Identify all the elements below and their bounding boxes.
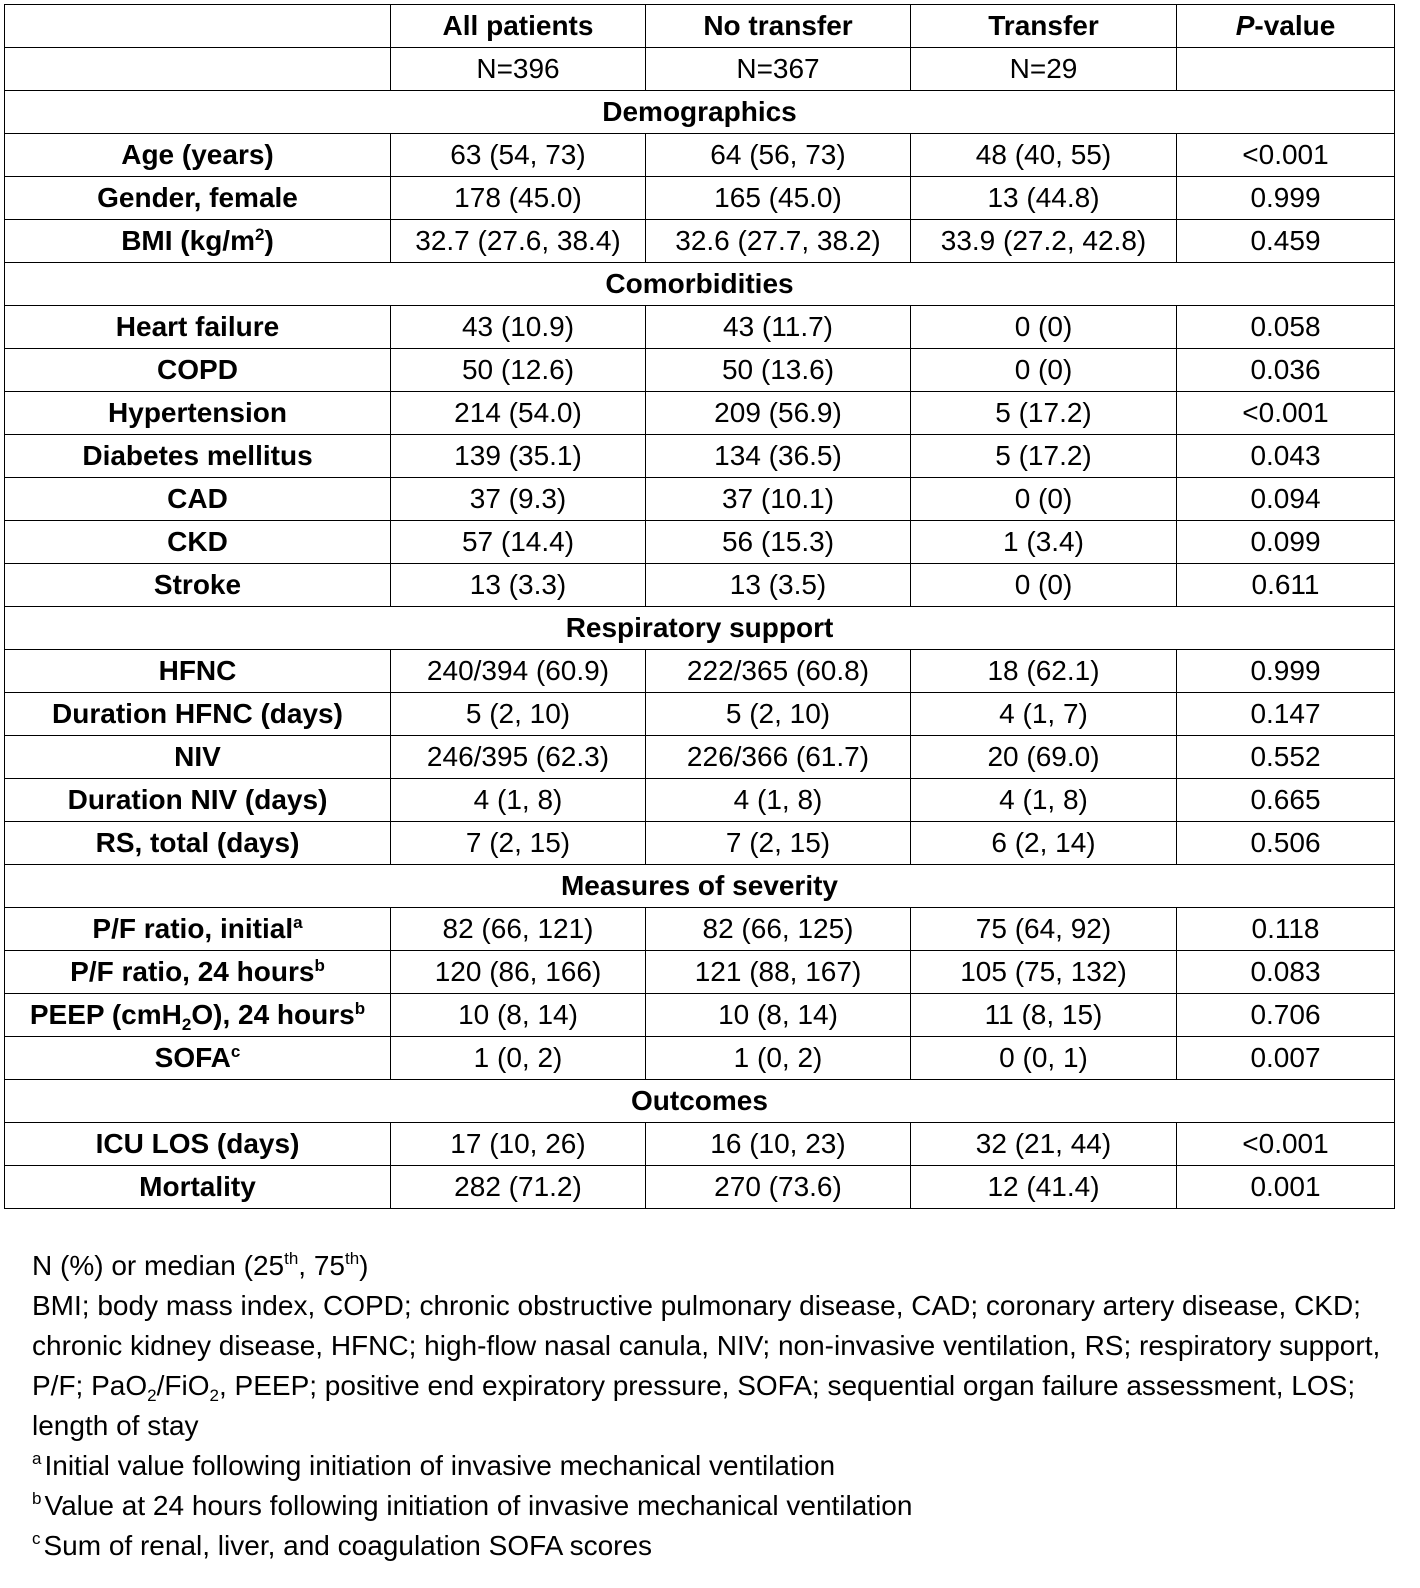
cell-transfer: 0 (0) (911, 349, 1177, 392)
table-row (5, 435, 1395, 478)
footnote-mark: b (32, 1489, 42, 1508)
table-row (5, 951, 1395, 994)
cell-no-transfer: 82 (66, 125) (646, 908, 911, 951)
table-row (5, 693, 1395, 736)
row-label-part: P/F ratio, initial (92, 913, 294, 944)
table-row (5, 1037, 1395, 1080)
cell-no-transfer: 10 (8, 14) (646, 994, 911, 1037)
cell-no-transfer: 4 (1, 8) (646, 779, 911, 822)
cell-all-patients: 4 (1, 8) (391, 779, 646, 822)
table-row (5, 736, 1395, 779)
section-header-row (5, 1080, 1395, 1123)
cell-all-patients: 214 (54.0) (391, 392, 646, 435)
cell-no-transfer: 270 (73.6) (646, 1166, 911, 1209)
cell-all-patients: 5 (2, 10) (391, 693, 646, 736)
table-row (5, 564, 1395, 607)
footnote-mark: a (32, 1449, 42, 1468)
n-blank (5, 48, 391, 91)
footnote-b (32, 1486, 1402, 1526)
row-label-part: 2 (181, 1015, 192, 1034)
row-label-part: 2 (254, 225, 265, 244)
cell-p-value: 0.706 (1177, 994, 1395, 1037)
row-label (5, 220, 391, 263)
table-row (5, 306, 1395, 349)
section-title: Comorbidities (5, 263, 1395, 306)
cell-transfer: 48 (40, 55) (911, 134, 1177, 177)
row-label: Age (years) (5, 134, 391, 177)
row-label-part: O), 24 hours (191, 999, 355, 1030)
section-title: Measures of severity (5, 865, 1395, 908)
cell-transfer: 20 (69.0) (911, 736, 1177, 779)
cell-p-value: 0.506 (1177, 822, 1395, 865)
cell-no-transfer: 1 (0, 2) (646, 1037, 911, 1080)
footnote-c (32, 1526, 1402, 1566)
section-title: Demographics (5, 91, 1395, 134)
row-label (5, 994, 391, 1037)
table-row (5, 521, 1395, 564)
notes-sup: th (284, 1249, 299, 1268)
row-label: Duration NIV (days) (5, 779, 391, 822)
cell-no-transfer: 56 (15.3) (646, 521, 911, 564)
cell-transfer: 5 (17.2) (911, 392, 1177, 435)
cell-all-patients: 32.7 (27.6, 38.4) (391, 220, 646, 263)
row-label-part: ) (264, 225, 274, 256)
cell-transfer: 33.9 (27.2, 42.8) (911, 220, 1177, 263)
cell-all-patients: 139 (35.1) (391, 435, 646, 478)
cell-no-transfer: 209 (56.9) (646, 392, 911, 435)
header-row (5, 5, 1395, 48)
table-row (5, 650, 1395, 693)
notes-text: , 75 (298, 1250, 345, 1281)
cell-all-patients: 282 (71.2) (391, 1166, 646, 1209)
table-row (5, 994, 1395, 1037)
section-header-row (5, 263, 1395, 306)
cell-transfer: 6 (2, 14) (911, 822, 1177, 865)
notes-sub: 2 (147, 1386, 157, 1405)
row-label-part: BMI (kg/m (121, 225, 255, 256)
table-row (5, 1123, 1395, 1166)
cell-all-patients: 7 (2, 15) (391, 822, 646, 865)
table-row (5, 822, 1395, 865)
table-body (5, 5, 1395, 1209)
cell-transfer: 0 (0) (911, 478, 1177, 521)
cell-no-transfer: 226/366 (61.7) (646, 736, 911, 779)
cell-all-patients: 246/395 (62.3) (391, 736, 646, 779)
notes-text: BMI; body mass index, COPD; chronic obstructive pulmonary disease, CAD; coronary artery disease, CKD; chronic kidney disease, HFNC; high-flow nasal canula, NIV; non-invasive ventilation, RS; respiratory support, P/F; PaO (32, 1290, 1381, 1401)
notes-abbreviations (32, 1286, 1402, 1446)
row-label: Hypertension (5, 392, 391, 435)
n-row (5, 48, 1395, 91)
notes-sup: th (344, 1249, 360, 1268)
n-all-patients: N=396 (391, 48, 646, 91)
row-label: NIV (5, 736, 391, 779)
cell-all-patients: 82 (66, 121) (391, 908, 646, 951)
cell-all-patients: 10 (8, 14) (391, 994, 646, 1037)
row-label: ICU LOS (days) (5, 1123, 391, 1166)
n-p-blank (1177, 48, 1395, 91)
notes-sub: 2 (209, 1386, 219, 1405)
row-label: RS, total (days) (5, 822, 391, 865)
cell-transfer: 0 (0) (911, 306, 1177, 349)
notes-text: /FiO (156, 1370, 210, 1401)
row-label: Duration HFNC (days) (5, 693, 391, 736)
cell-all-patients: 120 (86, 166) (391, 951, 646, 994)
cell-p-value: 0.043 (1177, 435, 1395, 478)
cell-all-patients: 57 (14.4) (391, 521, 646, 564)
cell-all-patients: 13 (3.3) (391, 564, 646, 607)
cell-no-transfer: 222/365 (60.8) (646, 650, 911, 693)
cell-no-transfer: 37 (10.1) (646, 478, 911, 521)
cell-no-transfer: 165 (45.0) (646, 177, 911, 220)
cell-p-value: 0.665 (1177, 779, 1395, 822)
patient-characteristics-table (4, 4, 1395, 1209)
row-label-part: b (314, 956, 325, 975)
row-label (5, 908, 391, 951)
p-rest: -value (1254, 10, 1336, 41)
cell-p-value: 0.099 (1177, 521, 1395, 564)
cell-p-value: <0.001 (1177, 392, 1395, 435)
cell-transfer: 11 (8, 15) (911, 994, 1177, 1037)
p-italic: P (1235, 10, 1255, 41)
cell-transfer: 1 (3.4) (911, 521, 1177, 564)
row-label-part: a (293, 913, 303, 932)
cell-transfer: 0 (0, 1) (911, 1037, 1177, 1080)
cell-transfer: 32 (21, 44) (911, 1123, 1177, 1166)
table-row (5, 478, 1395, 521)
cell-no-transfer: 43 (11.7) (646, 306, 911, 349)
n-no-transfer: N=367 (646, 48, 911, 91)
section-header-row (5, 607, 1395, 650)
cell-p-value: 0.552 (1177, 736, 1395, 779)
table-row (5, 177, 1395, 220)
cell-p-value: <0.001 (1177, 134, 1395, 177)
row-label-part: b (354, 999, 366, 1018)
footnote-mark: c (32, 1529, 41, 1548)
row-label: Heart failure (5, 306, 391, 349)
row-label: Gender, female (5, 177, 391, 220)
cell-transfer: 4 (1, 7) (911, 693, 1177, 736)
cell-p-value: 0.999 (1177, 177, 1395, 220)
table-row (5, 349, 1395, 392)
cell-no-transfer: 13 (3.5) (646, 564, 911, 607)
cell-transfer: 105 (75, 132) (911, 951, 1177, 994)
row-label: Stroke (5, 564, 391, 607)
cell-p-value: 0.118 (1177, 908, 1395, 951)
row-label: COPD (5, 349, 391, 392)
footnote-text: Value at 24 hours following initiation of invasive mechanical ventilation (44, 1490, 913, 1521)
notes-summary-line (32, 1246, 1402, 1286)
table-row (5, 779, 1395, 822)
header-all-patients: All patients (391, 5, 646, 48)
cell-p-value: 0.611 (1177, 564, 1395, 607)
cell-no-transfer: 16 (10, 23) (646, 1123, 911, 1166)
cell-no-transfer: 121 (88, 167) (646, 951, 911, 994)
cell-p-value: 0.999 (1177, 650, 1395, 693)
header-transfer: Transfer (911, 5, 1177, 48)
cell-p-value: 0.459 (1177, 220, 1395, 263)
row-label: Diabetes mellitus (5, 435, 391, 478)
cell-transfer: 13 (44.8) (911, 177, 1177, 220)
notes-text: N (%) or median (25 (32, 1250, 285, 1281)
table-row (5, 392, 1395, 435)
row-label-part: c (230, 1042, 241, 1061)
table-row (5, 1166, 1395, 1209)
section-title: Outcomes (5, 1080, 1395, 1123)
cell-p-value: 0.036 (1177, 349, 1395, 392)
cell-transfer: 5 (17.2) (911, 435, 1177, 478)
header-blank (5, 5, 391, 48)
cell-p-value: 0.058 (1177, 306, 1395, 349)
row-label: CAD (5, 478, 391, 521)
cell-transfer: 18 (62.1) (911, 650, 1177, 693)
cell-transfer: 0 (0) (911, 564, 1177, 607)
table-row (5, 220, 1395, 263)
row-label: Mortality (5, 1166, 391, 1209)
row-label-part: PEEP (cmH (29, 999, 182, 1030)
cell-all-patients: 1 (0, 2) (391, 1037, 646, 1080)
notes-text: , PEEP; positive end expiratory pressure, SOFA; sequential organ failure assessment, LOS; length of stay (32, 1370, 1356, 1441)
cell-no-transfer: 134 (36.5) (646, 435, 911, 478)
cell-p-value: 0.147 (1177, 693, 1395, 736)
cell-all-patients: 43 (10.9) (391, 306, 646, 349)
cell-p-value: 0.094 (1177, 478, 1395, 521)
cell-all-patients: 17 (10, 26) (391, 1123, 646, 1166)
section-header-row (5, 865, 1395, 908)
cell-p-value: <0.001 (1177, 1123, 1395, 1166)
table-notes (32, 1246, 1402, 1566)
cell-all-patients: 37 (9.3) (391, 478, 646, 521)
footnote-a (32, 1446, 1402, 1486)
row-label (5, 1037, 391, 1080)
n-transfer: N=29 (911, 48, 1177, 91)
table-row (5, 134, 1395, 177)
cell-no-transfer: 50 (13.6) (646, 349, 911, 392)
cell-p-value: 0.083 (1177, 951, 1395, 994)
section-header-row (5, 91, 1395, 134)
cell-no-transfer: 7 (2, 15) (646, 822, 911, 865)
row-label-part: SOFA (154, 1042, 231, 1073)
row-label (5, 951, 391, 994)
footnote-text: Initial value following initiation of invasive mechanical ventilation (44, 1450, 836, 1481)
header-no-transfer: No transfer (646, 5, 911, 48)
cell-p-value: 0.007 (1177, 1037, 1395, 1080)
cell-p-value: 0.001 (1177, 1166, 1395, 1209)
header-p-value (1177, 5, 1395, 48)
footnote-text: Sum of renal, liver, and coagulation SOFA scores (43, 1530, 653, 1561)
cell-all-patients: 50 (12.6) (391, 349, 646, 392)
row-label-part: P/F ratio, 24 hours (70, 956, 315, 987)
cell-all-patients: 178 (45.0) (391, 177, 646, 220)
cell-all-patients: 240/394 (60.9) (391, 650, 646, 693)
row-label: HFNC (5, 650, 391, 693)
cell-transfer: 4 (1, 8) (911, 779, 1177, 822)
cell-transfer: 75 (64, 92) (911, 908, 1177, 951)
row-label: CKD (5, 521, 391, 564)
table-row (5, 908, 1395, 951)
cell-no-transfer: 32.6 (27.7, 38.2) (646, 220, 911, 263)
cell-no-transfer: 64 (56, 73) (646, 134, 911, 177)
cell-all-patients: 63 (54, 73) (391, 134, 646, 177)
cell-no-transfer: 5 (2, 10) (646, 693, 911, 736)
section-title: Respiratory support (5, 607, 1395, 650)
cell-transfer: 12 (41.4) (911, 1166, 1177, 1209)
notes-text: ) (359, 1250, 369, 1281)
